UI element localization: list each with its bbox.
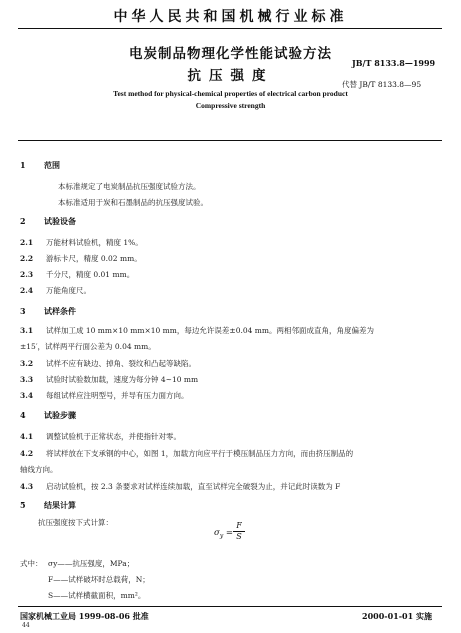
header-rule — [18, 28, 442, 29]
formula-fraction: $\frac{F}{S}$ — [233, 521, 245, 542]
list-item: 3.1 试样加工成 10 mm×10 mm×10 mm，每边允许误差±0.04 mm。两相邻面成直角，角度偏差为 — [20, 326, 374, 335]
where-item: F——试样破坏时总载荷，N； — [48, 575, 150, 584]
national-standard-header: 中华人民共和国机械行业标准 — [113, 9, 348, 25]
title-en-line1: Test method for physical-chemical properties of electrical carbon product — [113, 89, 348, 98]
list-item: 2.2 游标卡尺，精度 0.02 mm。 — [20, 254, 142, 263]
formula-intro: 抗压强度按下式计算： — [38, 518, 113, 527]
title-en-line2: Compressive strength — [195, 101, 266, 110]
section-title: 试样条件 — [44, 306, 76, 316]
section-number: 4 — [20, 410, 26, 420]
section-title: 范围 — [44, 160, 60, 170]
section-1-paragraph-1: 本标准规定了电炭制品抗压强度试验方法。 — [58, 182, 201, 191]
list-item: 4.1 调整试验机于正常状态，并使指针对零。 — [20, 432, 181, 441]
section-number: 5 — [20, 500, 26, 510]
where-label: 式中： — [20, 559, 43, 568]
list-item: 3.4 每组试样应注明型号，并导有压力面方向。 — [20, 391, 189, 400]
standard-number: JB/T 8133.8—1999 — [352, 58, 436, 68]
title-cn-line2: 抗压强度 — [187, 68, 274, 84]
section-5-heading — [20, 500, 76, 511]
replaces-standard: 代替 JB/T 8133.8—95 — [342, 80, 422, 89]
list-item: 3.2 试样不应有缺边、掉角、裂纹和凸起等缺陷。 — [20, 359, 196, 368]
list-item: 2.4 万能角度尺。 — [20, 286, 91, 295]
title-cn-line1: 电炭制品物理化学性能试验方法 — [129, 46, 332, 62]
list-item: 2.1 万能材料试验机，精度 1%。 — [20, 238, 143, 247]
section-title: 结果计算 — [44, 500, 76, 510]
implementation-date: 2000-01-01 实施 — [362, 611, 432, 621]
list-item: 4.3 启动试验机，按 2.3 条要求对试样连续加载，直至试样完全破裂为止，并记此时读数为 F — [20, 482, 341, 491]
section-number: 3 — [20, 306, 26, 316]
section-title: 试验设备 — [44, 216, 76, 226]
title-rule — [18, 140, 442, 141]
formula: $\sigma_y$ = — [214, 528, 234, 540]
section-1-paragraph-2: 本标准适用于炭和石墨制品的抗压强度试验。 — [58, 198, 208, 207]
section-title: 试验步骤 — [44, 410, 76, 420]
section-number: 2 — [20, 216, 26, 226]
list-item-continuation: ±15′，试样两平行面公差为 0.04 mm。 — [20, 342, 156, 351]
list-item-continuation: 轴线方向。 — [20, 465, 58, 474]
where-item: σy——抗压强度，MPa； — [48, 559, 135, 568]
section-1-heading — [20, 160, 60, 171]
list-item: 3.3 试验时试验数加载，速度为每分钟 4~10 mm — [20, 375, 199, 384]
list-item: 2.3 千分尺，精度 0.01 mm。 — [20, 270, 135, 279]
where-item: S——试样横截面积，mm²。 — [48, 591, 146, 600]
section-3-heading — [20, 306, 76, 317]
section-2-heading — [20, 216, 76, 227]
approval-note: 国家机械工业局 1999-08-06 批准 — [20, 611, 149, 621]
section-4-heading — [20, 410, 76, 421]
list-item: 4.2 将试样放在下支承钢的中心，如图 1，加载方向应平行于模压制品压力方向，而由挤压制品的 — [20, 449, 354, 458]
section-number: 1 — [20, 160, 26, 170]
footer-rule — [18, 606, 442, 607]
page-mark: 44 — [22, 622, 30, 629]
